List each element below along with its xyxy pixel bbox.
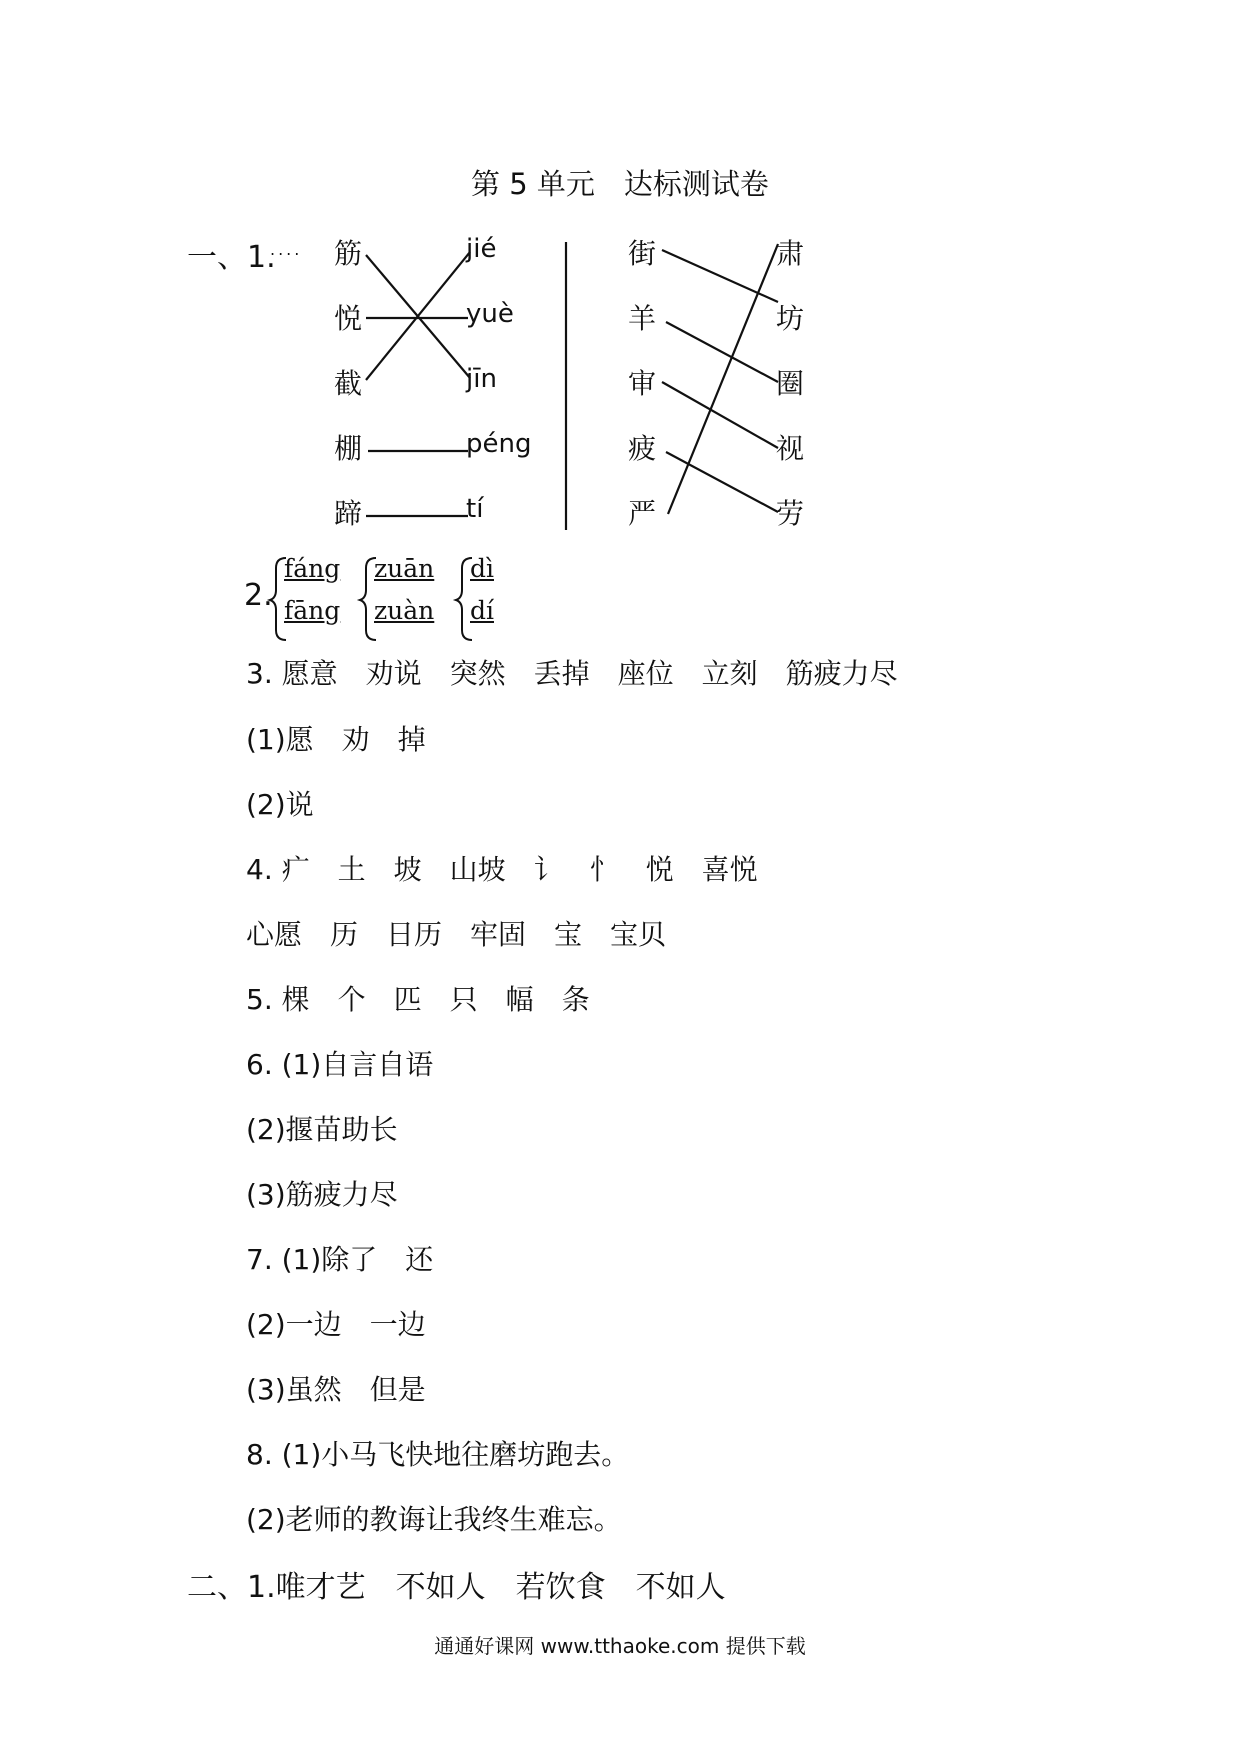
section1-label: 一、1. [187,240,276,275]
q8-line1: 8. (1)小马飞快地往磨坊跑去。 [246,1438,630,1471]
right-left-char-2: 羊 [628,302,657,335]
q8-line2: (2)老师的教诲让我终生难忘。 [246,1503,622,1536]
right-left-char-1: 街 [628,237,657,270]
q7-line1: 7. (1)除了 还 [246,1243,434,1276]
q3-line1: 3. 愿意 劝说 突然 丢掉 座位 立刻 筋疲力尽 [246,657,898,690]
right-right-char-4: 视 [776,432,805,465]
q2-group2-top: zuān [374,554,435,583]
q4-line2: 心愿 历 日历 牢固 宝 宝贝 [246,918,667,951]
q2-group1-top: fáng [284,554,341,583]
q7-line2: (2)一边 一边 [246,1308,426,1341]
left-char-5: 蹄 [334,497,363,530]
q4-line1: 4. 疒 土 坡 山坡 讠 忄 悦 喜悦 [246,853,758,886]
left-char-1: 筋 [334,237,363,270]
page-title: 第 5 单元 达标测试卷 [471,167,769,201]
right-right-char-5: 劳 [776,497,805,530]
line-yan-su [668,244,778,514]
line-jie-jie [366,252,470,380]
q3-line3: (2)说 [246,788,314,821]
q2-group2-bottom: zuàn [374,596,435,625]
section2-line1: 二、1.唯才艺 不如人 若饮食 不如人 [187,1570,726,1605]
q2-group1-bottom: fāng [284,596,341,625]
section1-dots: .... [270,240,303,259]
line-yang-quan [666,322,778,382]
pinyin-1: jié [466,234,497,264]
left-char-3: 截 [334,367,363,400]
footer: 通通好课网 www.tthaoke.com 提供下载 [434,1634,806,1658]
pinyin-4: péng [466,429,532,459]
right-left-char-4: 疲 [628,432,657,465]
pinyin-2: yuè [466,299,514,329]
q6-line2: (2)揠苗助长 [246,1113,398,1146]
line-jin-jin [366,255,470,378]
q6-line1: 6. (1)自言自语 [246,1048,434,1081]
q6-line3: (3)筋疲力尽 [246,1178,398,1211]
right-left-char-5: 严 [628,497,657,530]
right-right-char-2: 坊 [776,302,805,335]
q3-line2: (1)愿 劝 掉 [246,723,426,756]
q7-line3: (3)虽然 但是 [246,1373,426,1406]
right-right-char-3: 圈 [776,367,805,400]
q5-line1: 5. 棵 个 匹 只 幅 条 [246,983,590,1016]
q2-label: 2. [244,578,273,613]
pinyin-5: tí [466,494,484,524]
pinyin-3: jīn [466,364,497,394]
q2-group3-bottom: dí [470,596,494,625]
right-left-char-3: 审 [628,367,657,400]
line-jie-fang [662,250,778,302]
q2-group3-top: dì [470,554,494,583]
left-char-4: 棚 [334,432,363,465]
left-char-2: 悦 [334,302,363,335]
line-pi-lao [666,452,778,512]
line-shen-shi [662,382,778,448]
right-right-char-1: 肃 [776,237,805,270]
